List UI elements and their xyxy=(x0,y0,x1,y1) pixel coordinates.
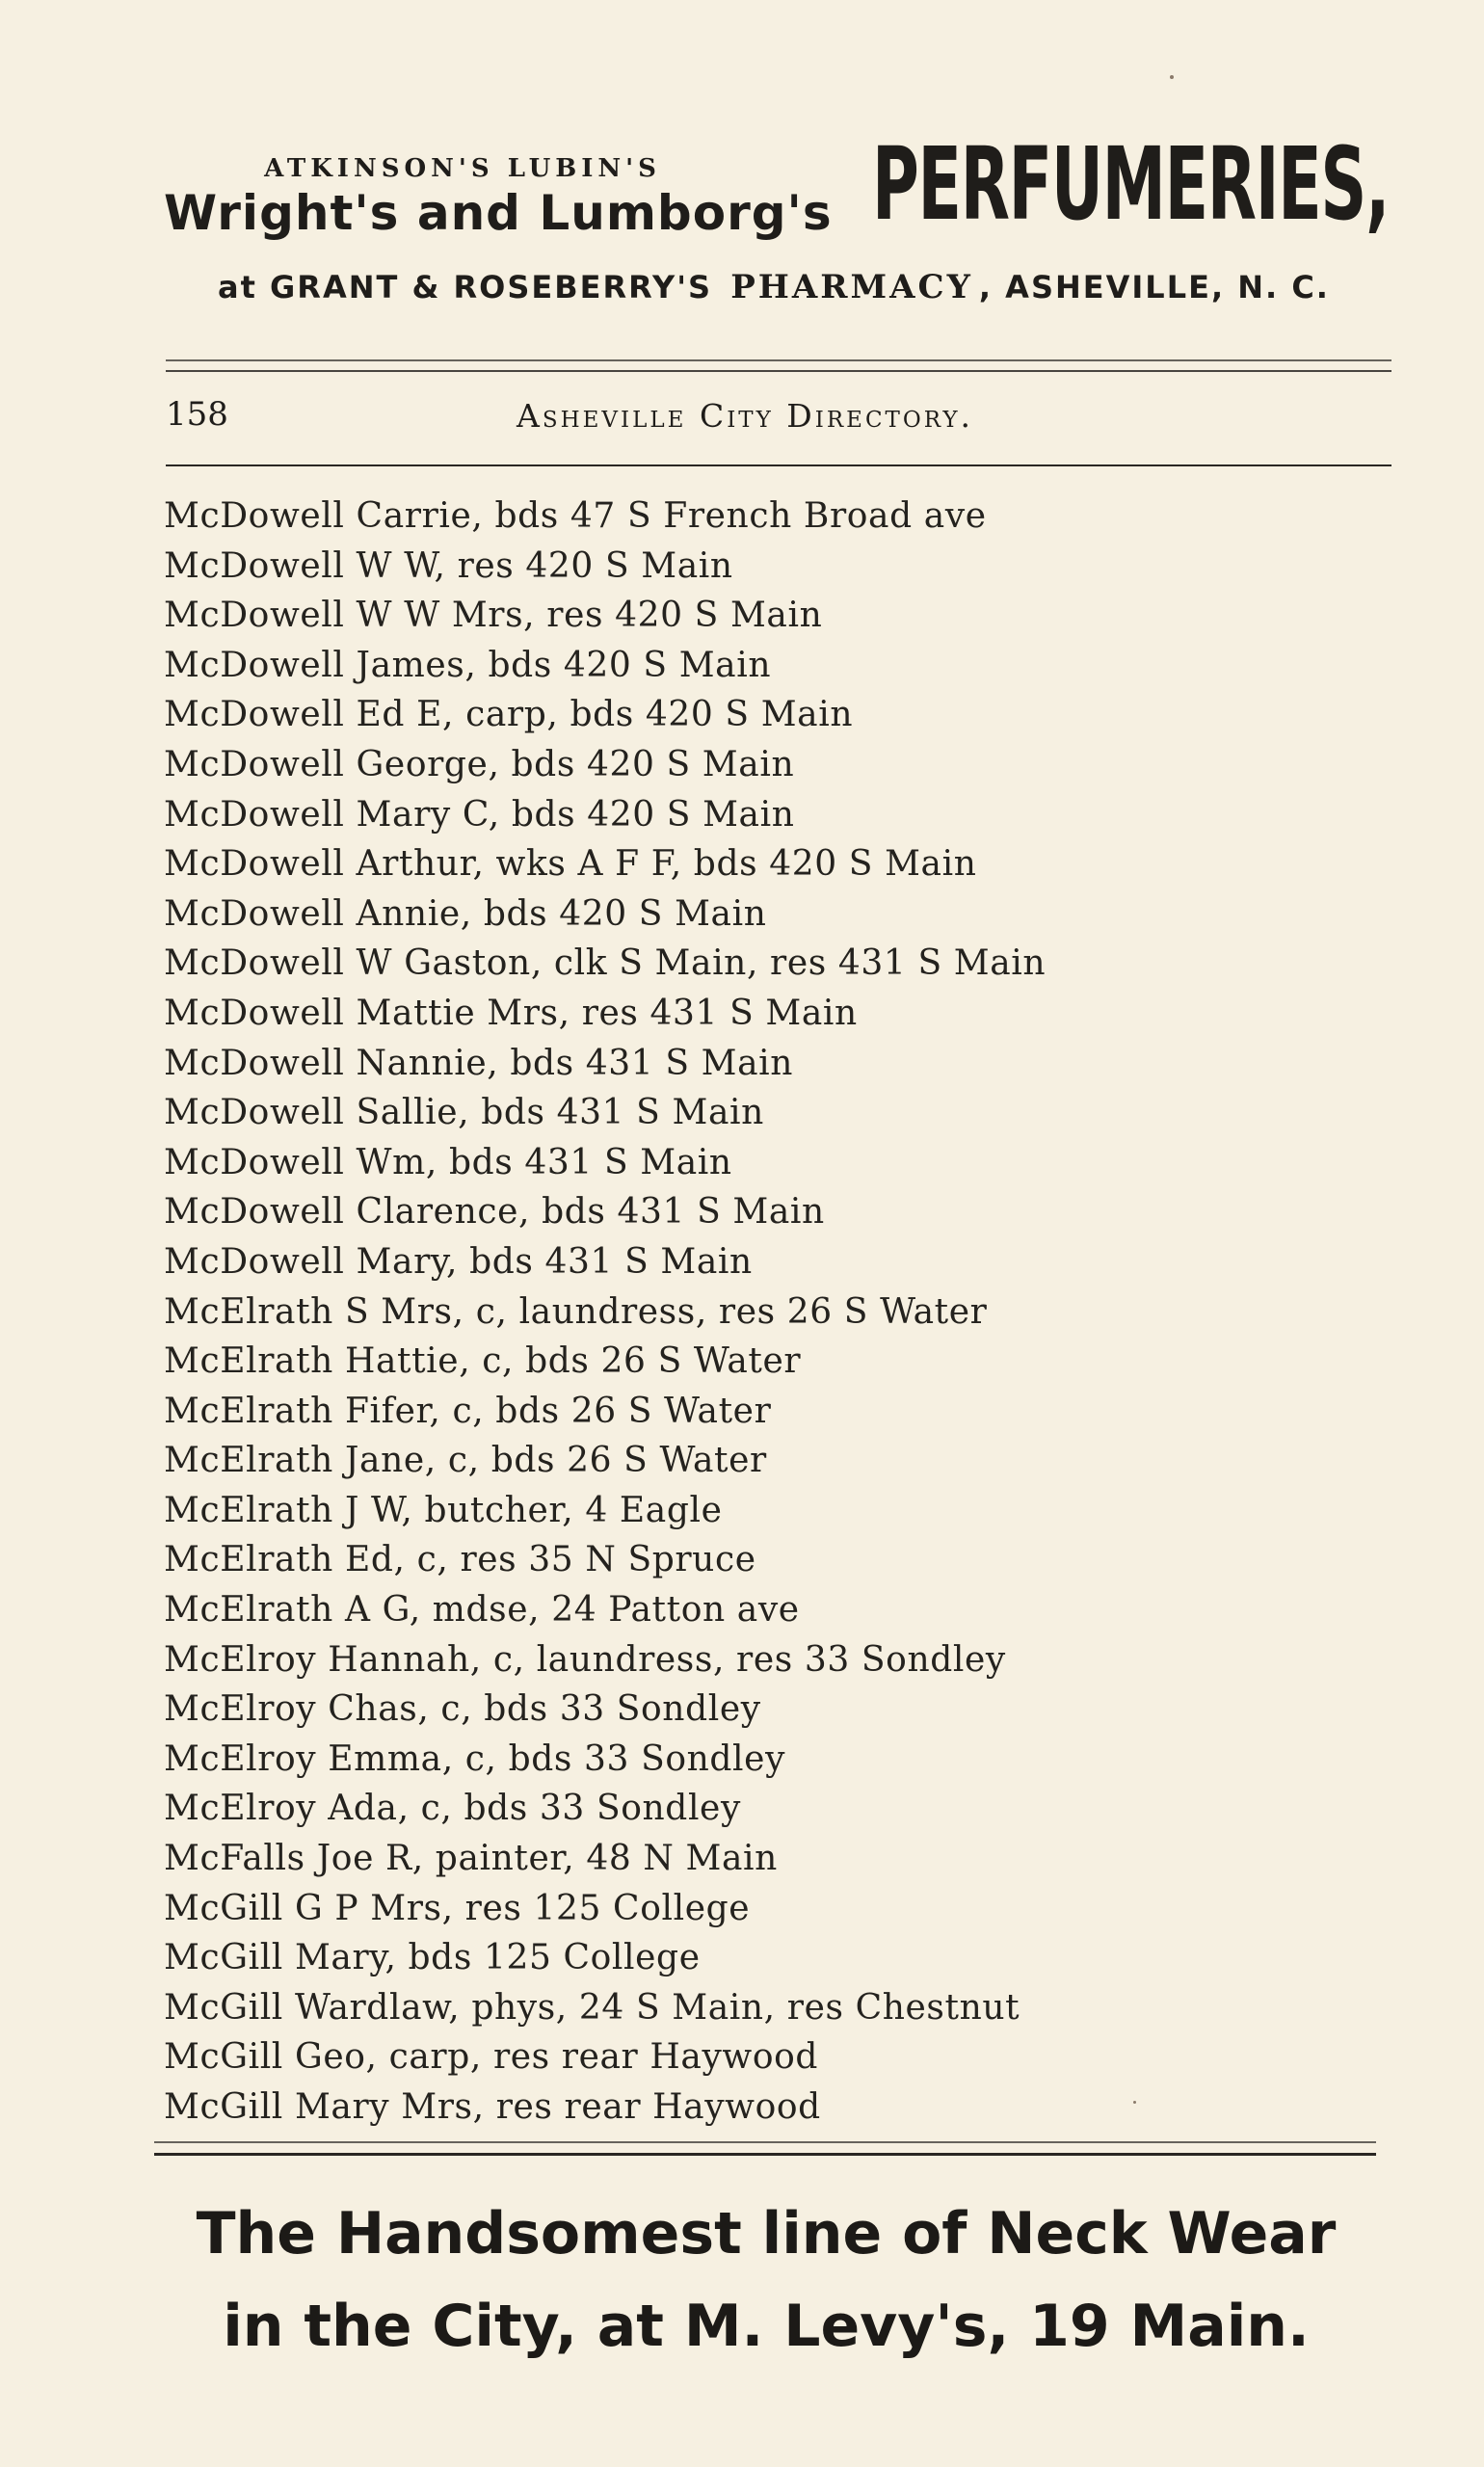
ad-subline xyxy=(218,268,1330,306)
directory-entry: McElrath Jane, c, bds 26 S Water xyxy=(164,1441,767,1481)
directory-entry: McGill Mary, bds 125 College xyxy=(164,1938,701,1978)
ad-subline-pharmacy: PHARMACY xyxy=(730,268,973,306)
bottom-ad-line-1: The Handsomest line of Neck Wear xyxy=(196,2200,1337,2268)
directory-entry: McDowell Carrie, bds 47 S French Broad ave xyxy=(164,496,987,536)
bottom-advertisement xyxy=(145,2188,1388,2373)
top-advertisement xyxy=(164,125,1407,337)
directory-entry: McDowell W W Mrs, res 420 S Main xyxy=(164,596,823,636)
directory-entry: McDowell Wm, bds 431 S Main xyxy=(164,1142,732,1182)
directory-entry: McElrath Fifer, c, bds 26 S Water xyxy=(164,1391,772,1431)
ad-brands xyxy=(164,154,858,241)
directory-entry: McDowell W W, res 420 S Main xyxy=(164,545,733,586)
directory-entry: McElrath J W, butcher, 4 Eagle xyxy=(164,1490,723,1530)
ad-brands-small: ATKINSON'S LUBIN'S xyxy=(264,154,661,183)
directory-entry: McGill Mary Mrs, res rear Haywood xyxy=(164,2087,821,2127)
directory-entry: McDowell Mattie Mrs, res 431 S Main xyxy=(164,993,858,1033)
directory-entry: McGill Geo, carp, res rear Haywood xyxy=(164,2037,819,2078)
directory-entry: McElrath S Mrs, c, laundress, res 26 S Water xyxy=(164,1291,988,1332)
directory-entry: McDowell Arthur, wks A F F, bds 420 S Main xyxy=(164,844,977,885)
paper-speck xyxy=(1170,75,1174,79)
ad-subline-prefix: at GRANT & ROSEBERRY'S xyxy=(218,269,713,305)
directory-entry: McElrath A G, mdse, 24 Patton ave xyxy=(164,1590,800,1631)
ad-subline-suffix: , ASHEVILLE, N. C. xyxy=(978,269,1330,305)
paper-speck xyxy=(1133,2101,1136,2104)
top-double-rule-upper xyxy=(166,359,1391,361)
directory-entries xyxy=(164,491,1224,2133)
directory-entry: McDowell Ed E, carp, bds 420 S Main xyxy=(164,695,854,735)
directory-entry: McDowell James, bds 420 S Main xyxy=(164,645,772,685)
page-title: Asheville City Directory. xyxy=(517,397,974,435)
directory-entry: McDowell Mary C, bds 420 S Main xyxy=(164,794,795,835)
directory-entry: McGill G P Mrs, res 125 College xyxy=(164,1888,751,1928)
directory-entry: McDowell Clarence, bds 431 S Main xyxy=(164,1192,825,1233)
directory-entry: McFalls Joe R, painter, 48 N Main xyxy=(164,1839,778,1879)
bottom-double-rule-lower xyxy=(154,2153,1376,2156)
directory-entry: McDowell Nannie, bds 431 S Main xyxy=(164,1043,794,1083)
top-double-rule-lower xyxy=(166,370,1391,372)
directory-entry: McDowell Sallie, bds 431 S Main xyxy=(164,1093,764,1133)
directory-entry: McElroy Ada, c, bds 33 Sondley xyxy=(164,1789,741,1829)
directory-entry: McElrath Ed, c, res 35 N Spruce xyxy=(164,1540,756,1580)
running-header xyxy=(166,395,1391,443)
directory-entry: McDowell Annie, bds 420 S Main xyxy=(164,893,767,934)
directory-entry: McDowell Mary, bds 431 S Main xyxy=(164,1241,753,1282)
directory-entry: McElrath Hattie, c, bds 26 S Water xyxy=(164,1341,802,1382)
directory-entry: McElroy Chas, c, bds 33 Sondley xyxy=(164,1689,761,1730)
header-rule xyxy=(166,464,1391,466)
directory-entry: McGill Wardlaw, phys, 24 S Main, res Chestnut xyxy=(164,1987,1020,2028)
directory-entry: McElroy Hannah, c, laundress, res 33 Sondley xyxy=(164,1639,1006,1680)
bottom-double-rule-upper xyxy=(154,2141,1376,2143)
directory-entry: McDowell George, bds 420 S Main xyxy=(164,744,795,784)
ad-brands-large: Wright's and Lumborg's xyxy=(164,185,833,241)
bottom-ad-line-2: in the City, at M. Levy's, 19 Main. xyxy=(223,2293,1310,2360)
ad-headline: PERFUMERIES, xyxy=(872,125,1390,243)
directory-entry: McElroy Emma, c, bds 33 Sondley xyxy=(164,1738,786,1779)
page-number: 158 xyxy=(166,395,228,434)
directory-entry: McDowell W Gaston, clk S Main, res 431 S Main xyxy=(164,943,1047,984)
